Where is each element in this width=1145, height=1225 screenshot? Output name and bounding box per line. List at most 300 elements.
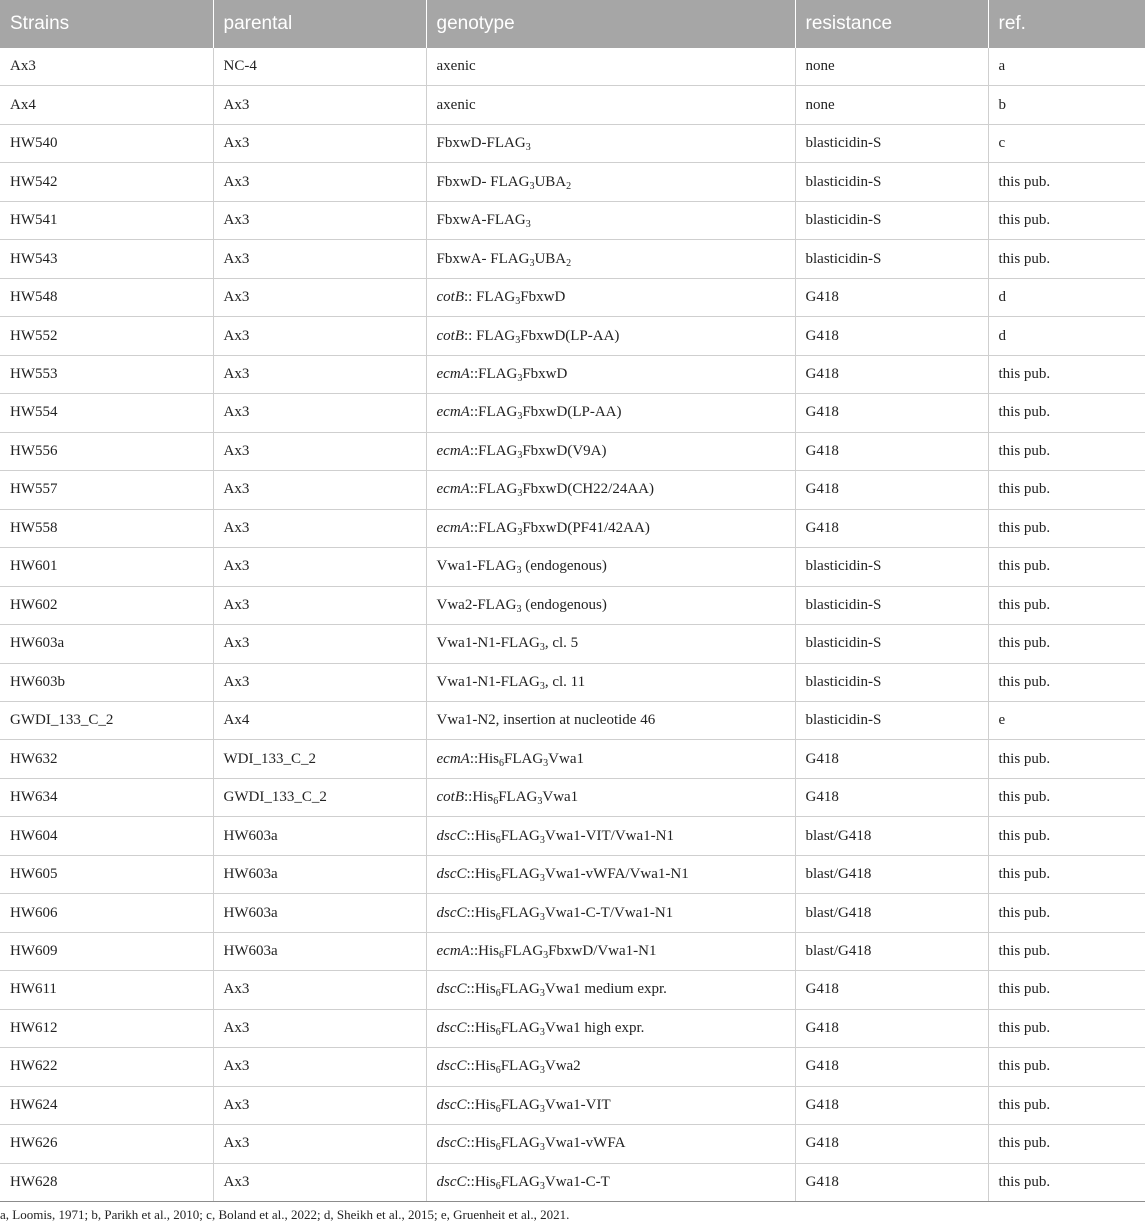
cell-resistance: blasticidin-S <box>795 240 988 278</box>
genotype-subscript: 3 <box>539 680 545 692</box>
cell-strain: HW606 <box>0 894 213 932</box>
cell-ref: c <box>988 124 1145 162</box>
table-row <box>0 778 1145 816</box>
cell-resistance: blasticidin-S <box>795 124 988 162</box>
cell-genotype <box>426 663 795 701</box>
genotype-subscript: 3 <box>539 642 545 654</box>
cell-parental: Ax3 <box>213 625 426 663</box>
cell-strain: HW604 <box>0 817 213 855</box>
header-strains: Strains <box>0 0 213 48</box>
genotype-text: ::His <box>466 1096 496 1113</box>
cell-genotype <box>426 86 795 124</box>
cell-parental: Ax3 <box>213 1163 426 1201</box>
cell-parental: Ax3 <box>213 586 426 624</box>
cell-genotype <box>426 971 795 1009</box>
genotype-subscript: 3 <box>525 219 531 231</box>
cell-strain: HW603a <box>0 625 213 663</box>
genotype-subscript: 3 <box>539 1103 545 1115</box>
genotype-subscript: 6 <box>495 1026 501 1038</box>
cell-resistance: blasticidin-S <box>795 625 988 663</box>
genotype-text: ::His <box>466 1019 496 1036</box>
cell-ref: this pub. <box>988 663 1145 701</box>
genotype-subscript: 6 <box>495 873 501 885</box>
table-row <box>0 1048 1145 1086</box>
genotype-text: Vwa2 <box>544 1058 581 1075</box>
cell-parental: Ax3 <box>213 509 426 547</box>
cell-resistance: G418 <box>795 278 988 316</box>
cell-parental: Ax3 <box>213 394 426 432</box>
cell-parental: Ax3 <box>213 355 426 393</box>
genotype-text: Vwa1-vWFA <box>544 1135 626 1152</box>
genotype-subscript: 3 <box>517 526 523 538</box>
cell-genotype <box>426 509 795 547</box>
cell-ref: this pub. <box>988 163 1145 201</box>
cell-strain: HW602 <box>0 586 213 624</box>
cell-genotype <box>426 1048 795 1086</box>
genotype-text: ::His <box>466 1135 496 1152</box>
genotype-text: Vwa1-VIT <box>544 1096 611 1113</box>
table-row <box>0 240 1145 278</box>
cell-genotype <box>426 1125 795 1163</box>
genotype-text: Vwa1-C-T <box>544 1173 610 1190</box>
cell-strain: HW552 <box>0 317 213 355</box>
genotype-text: FbxwD-FLAG <box>436 135 526 152</box>
genotype-text: Vwa2-FLAG <box>436 596 517 613</box>
genotype-text: FbxwD- FLAG <box>436 173 530 190</box>
cell-genotype <box>426 1009 795 1047</box>
genotype-text: ::FLAG <box>469 442 518 459</box>
cell-ref: this pub. <box>988 586 1145 624</box>
cell-ref: d <box>988 278 1145 316</box>
cell-genotype <box>426 778 795 816</box>
genotype-text: FLAG <box>500 1019 540 1036</box>
cell-parental: HW603a <box>213 932 426 970</box>
genotype-subscript: 3 <box>515 334 521 346</box>
genotype-text: ::His <box>469 943 499 960</box>
genotype-subscript: 3 <box>543 757 549 769</box>
cell-resistance: G418 <box>795 1048 988 1086</box>
cell-genotype <box>426 740 795 778</box>
cell-parental: HW603a <box>213 817 426 855</box>
cell-resistance: blast/G418 <box>795 855 988 893</box>
cell-genotype <box>426 355 795 393</box>
table-row <box>0 663 1145 701</box>
table-row <box>0 201 1145 239</box>
genotype-text: Vwa1 high expr. <box>544 1019 645 1036</box>
cell-strain: HW601 <box>0 548 213 586</box>
genotype-text: FLAG <box>500 1135 540 1152</box>
cell-parental: Ax3 <box>213 971 426 1009</box>
genotype-gene-name: ecmA <box>436 750 470 767</box>
table-row <box>0 1009 1145 1047</box>
cell-genotype <box>426 894 795 932</box>
cell-parental: Ax3 <box>213 471 426 509</box>
cell-parental: Ax3 <box>213 86 426 124</box>
genotype-subscript: 6 <box>495 988 501 1000</box>
genotype-text: FLAG <box>500 981 540 998</box>
cell-strain: Ax4 <box>0 86 213 124</box>
genotype-text: ::His <box>466 827 496 844</box>
genotype-text: FLAG <box>500 1058 540 1075</box>
cell-ref: this pub. <box>988 778 1145 816</box>
genotype-text: ::His <box>466 1173 496 1190</box>
genotype-subscript: 6 <box>495 1103 501 1115</box>
cell-genotype <box>426 548 795 586</box>
genotype-text: FbxwD <box>522 365 568 382</box>
genotype-subscript: 3 <box>529 180 535 192</box>
cell-genotype <box>426 1086 795 1124</box>
table-row <box>0 1125 1145 1163</box>
genotype-text: FLAG <box>504 943 544 960</box>
genotype-subscript: 3 <box>539 1142 545 1154</box>
genotype-gene-name: dscC <box>436 1173 467 1190</box>
genotype-subscript: 3 <box>539 1026 545 1038</box>
genotype-subscript: 3 <box>517 488 523 500</box>
genotype-gene-name: dscC <box>436 1096 467 1113</box>
cell-strain: HW624 <box>0 1086 213 1124</box>
cell-parental: Ax3 <box>213 548 426 586</box>
cell-ref: b <box>988 86 1145 124</box>
table-row <box>0 317 1145 355</box>
genotype-text: FLAG <box>498 789 538 806</box>
genotype-text: FbxwD(LP-AA) <box>520 327 620 344</box>
cell-resistance: G418 <box>795 432 988 470</box>
genotype-text: :: FLAG <box>464 327 516 344</box>
genotype-subscript: 2 <box>566 180 572 192</box>
table-row <box>0 124 1145 162</box>
table-row <box>0 471 1145 509</box>
table-row <box>0 548 1145 586</box>
genotype-subscript: 3 <box>537 796 543 808</box>
cell-parental: Ax3 <box>213 1009 426 1047</box>
cell-parental: Ax3 <box>213 278 426 316</box>
genotype-text: Vwa1-C-T/Vwa1-N1 <box>544 904 674 921</box>
cell-resistance: blasticidin-S <box>795 663 988 701</box>
table-row <box>0 509 1145 547</box>
cell-resistance: G418 <box>795 1163 988 1201</box>
cell-parental: Ax3 <box>213 1125 426 1163</box>
table-row <box>0 855 1145 893</box>
genotype-text: Vwa1-N1-FLAG <box>436 635 540 652</box>
cell-ref: this pub. <box>988 1125 1145 1163</box>
genotype-text: FLAG <box>500 1173 540 1190</box>
genotype-subscript: 2 <box>566 257 572 269</box>
genotype-text: FLAG <box>500 866 540 883</box>
genotype-text: Vwa1-N2, insertion at nucleotide 46 <box>436 712 656 729</box>
genotype-subscript: 6 <box>495 1142 501 1154</box>
genotype-gene-name: dscC <box>436 981 467 998</box>
cell-ref: this pub. <box>988 855 1145 893</box>
cell-ref: this pub. <box>988 1009 1145 1047</box>
cell-ref: this pub. <box>988 548 1145 586</box>
table-row <box>0 586 1145 624</box>
genotype-text: Vwa1 <box>548 750 584 767</box>
table-row <box>0 86 1145 124</box>
cell-strain: HW634 <box>0 778 213 816</box>
cell-ref: this pub. <box>988 355 1145 393</box>
cell-resistance: G418 <box>795 740 988 778</box>
genotype-subscript: 3 <box>529 257 535 269</box>
cell-genotype <box>426 394 795 432</box>
cell-strain: HW543 <box>0 240 213 278</box>
genotype-subscript: 3 <box>517 449 523 461</box>
genotype-subscript: 6 <box>493 796 499 808</box>
cell-resistance: G418 <box>795 355 988 393</box>
genotype-text: , cl. 5 <box>544 635 579 652</box>
genotype-text: axenic <box>436 96 476 113</box>
genotype-text: ::FLAG <box>469 519 518 536</box>
cell-genotype <box>426 317 795 355</box>
genotype-text: Vwa1-N1-FLAG <box>436 673 540 690</box>
genotype-text: UBA <box>534 250 567 267</box>
genotype-gene-name: cotB <box>436 327 464 344</box>
table-row <box>0 971 1145 1009</box>
cell-resistance: blasticidin-S <box>795 586 988 624</box>
header-ref: ref. <box>988 0 1145 48</box>
genotype-subscript: 6 <box>499 757 504 769</box>
table-row <box>0 48 1145 86</box>
cell-genotype <box>426 1163 795 1201</box>
genotype-text: FbxwA-FLAG <box>436 212 526 229</box>
cell-resistance: none <box>795 48 988 86</box>
genotype-text: FbxwD(LP-AA) <box>522 404 622 421</box>
genotype-text: , cl. 11 <box>544 673 586 690</box>
genotype-text: ::FLAG <box>469 404 518 421</box>
cell-ref: d <box>988 317 1145 355</box>
cell-parental: Ax3 <box>213 663 426 701</box>
cell-strain: HW609 <box>0 932 213 970</box>
cell-resistance: G418 <box>795 1009 988 1047</box>
genotype-text: FbxwD(PF41/42AA) <box>522 519 650 536</box>
cell-strain: HW626 <box>0 1125 213 1163</box>
genotype-subscript: 6 <box>499 950 504 962</box>
genotype-subscript: 3 <box>517 372 523 384</box>
genotype-text: Vwa1 medium expr. <box>544 981 667 998</box>
genotype-gene-name: ecmA <box>436 519 470 536</box>
genotype-subscript: 3 <box>516 603 522 615</box>
genotype-gene-name: dscC <box>436 827 467 844</box>
genotype-text: FbxwD(V9A) <box>522 442 607 459</box>
table-row <box>0 701 1145 739</box>
genotype-text: FLAG <box>500 1096 540 1113</box>
cell-ref: a <box>988 48 1145 86</box>
cell-parental: HW603a <box>213 855 426 893</box>
cell-resistance: none <box>795 86 988 124</box>
genotype-gene-name: ecmA <box>436 404 470 421</box>
cell-strain: HW542 <box>0 163 213 201</box>
cell-strain: HW611 <box>0 971 213 1009</box>
cell-strain: HW605 <box>0 855 213 893</box>
genotype-text: FbxwD/Vwa1-N1 <box>548 943 657 960</box>
cell-ref: this pub. <box>988 201 1145 239</box>
cell-strain: Ax3 <box>0 48 213 86</box>
cell-ref: this pub. <box>988 1163 1145 1201</box>
table-row <box>0 817 1145 855</box>
genotype-text: (endogenous) <box>521 596 607 613</box>
genotype-subscript: 3 <box>539 873 545 885</box>
cell-parental: Ax3 <box>213 201 426 239</box>
genotype-gene-name: dscC <box>436 1058 467 1075</box>
genotype-subscript: 6 <box>495 834 501 846</box>
genotype-text: ::His <box>464 789 494 806</box>
table-header-row <box>0 0 1145 48</box>
cell-genotype <box>426 932 795 970</box>
cell-ref: this pub. <box>988 1086 1145 1124</box>
genotype-subscript: 3 <box>539 1065 545 1077</box>
cell-genotype <box>426 817 795 855</box>
header-parental: parental <box>213 0 426 48</box>
genotype-text: ::His <box>466 981 496 998</box>
cell-genotype <box>426 625 795 663</box>
genotype-text: :: FLAG <box>464 289 516 306</box>
genotype-subscript: 3 <box>539 1180 545 1192</box>
genotype-text: ::His <box>469 750 499 767</box>
cell-parental: NC-4 <box>213 48 426 86</box>
genotype-text: UBA <box>534 173 567 190</box>
cell-parental: Ax3 <box>213 432 426 470</box>
genotype-text: FLAG <box>504 750 544 767</box>
genotype-subscript: 3 <box>515 296 521 308</box>
cell-ref: this pub. <box>988 471 1145 509</box>
header-resistance: resistance <box>795 0 988 48</box>
cell-resistance: G418 <box>795 778 988 816</box>
cell-genotype <box>426 586 795 624</box>
genotype-text: FLAG <box>500 904 540 921</box>
cell-genotype <box>426 701 795 739</box>
genotype-subscript: 3 <box>539 988 545 1000</box>
cell-genotype <box>426 163 795 201</box>
genotype-text: ::His <box>466 1058 496 1075</box>
table-row <box>0 1086 1145 1124</box>
genotype-gene-name: cotB <box>436 789 464 806</box>
cell-strain: HW553 <box>0 355 213 393</box>
table-footnote: a, Loomis, 1971; b, Parikh et al., 2010; c, Boland et al., 2022; d, Sheikh et al., 2015; e, Gruenheit et al., 2021. <box>0 1207 570 1222</box>
cell-resistance: G418 <box>795 317 988 355</box>
table-body <box>0 48 1145 1202</box>
cell-resistance: blast/G418 <box>795 932 988 970</box>
cell-ref: this pub. <box>988 894 1145 932</box>
cell-strain: HW554 <box>0 394 213 432</box>
cell-parental: GWDI_133_C_2 <box>213 778 426 816</box>
cell-parental: Ax3 <box>213 163 426 201</box>
genotype-subscript: 3 <box>516 565 522 577</box>
cell-parental: Ax3 <box>213 240 426 278</box>
cell-genotype <box>426 471 795 509</box>
cell-resistance: blasticidin-S <box>795 201 988 239</box>
cell-strain: HW603b <box>0 663 213 701</box>
cell-strain: HW556 <box>0 432 213 470</box>
cell-genotype <box>426 432 795 470</box>
genotype-subscript: 6 <box>495 1180 501 1192</box>
cell-ref: this pub. <box>988 817 1145 855</box>
header-genotype: genotype <box>426 0 795 48</box>
cell-resistance: G418 <box>795 471 988 509</box>
cell-ref: this pub. <box>988 971 1145 1009</box>
genotype-subscript: 3 <box>543 950 549 962</box>
genotype-text: Vwa1 <box>542 789 579 806</box>
cell-strain: HW548 <box>0 278 213 316</box>
cell-genotype <box>426 201 795 239</box>
genotype-gene-name: ecmA <box>436 481 470 498</box>
cell-genotype <box>426 278 795 316</box>
genotype-gene-name: cotB <box>436 289 464 306</box>
table-row <box>0 355 1145 393</box>
genotype-text: ::FLAG <box>469 481 518 498</box>
cell-resistance: G418 <box>795 971 988 1009</box>
cell-parental: Ax3 <box>213 1086 426 1124</box>
cell-resistance: G418 <box>795 1125 988 1163</box>
cell-genotype <box>426 855 795 893</box>
genotype-subscript: 3 <box>525 142 531 154</box>
genotype-text: ::His <box>466 866 496 883</box>
cell-resistance: blasticidin-S <box>795 701 988 739</box>
genotype-text: Vwa1-FLAG <box>436 558 517 575</box>
cell-ref: this pub. <box>988 432 1145 470</box>
cell-strain: HW632 <box>0 740 213 778</box>
cell-parental: WDI_133_C_2 <box>213 740 426 778</box>
cell-strain: GWDI_133_C_2 <box>0 701 213 739</box>
table-row <box>0 163 1145 201</box>
cell-resistance: G418 <box>795 1086 988 1124</box>
genotype-text: FbxwA- FLAG <box>436 250 530 267</box>
cell-genotype <box>426 240 795 278</box>
genotype-gene-name: dscC <box>436 1019 467 1036</box>
cell-ref: e <box>988 701 1145 739</box>
table-row <box>0 894 1145 932</box>
cell-parental: Ax4 <box>213 701 426 739</box>
genotype-text: (endogenous) <box>521 558 607 575</box>
cell-strain: HW628 <box>0 1163 213 1201</box>
cell-parental: Ax3 <box>213 317 426 355</box>
genotype-text: Vwa1-vWFA/Vwa1-N1 <box>544 866 689 883</box>
cell-ref: this pub. <box>988 394 1145 432</box>
cell-resistance: blast/G418 <box>795 817 988 855</box>
genotype-text: axenic <box>436 58 476 75</box>
genotype-gene-name: dscC <box>436 1135 467 1152</box>
cell-resistance: G418 <box>795 509 988 547</box>
genotype-subscript: 3 <box>517 411 523 423</box>
cell-strain: HW612 <box>0 1009 213 1047</box>
table-row <box>0 394 1145 432</box>
genotype-gene-name: ecmA <box>436 442 470 459</box>
cell-strain: HW541 <box>0 201 213 239</box>
cell-genotype <box>426 124 795 162</box>
table-row <box>0 432 1145 470</box>
cell-ref: this pub. <box>988 509 1145 547</box>
genotype-subscript: 6 <box>495 911 501 923</box>
cell-strain: HW540 <box>0 124 213 162</box>
genotype-gene-name: ecmA <box>436 365 470 382</box>
cell-parental: Ax3 <box>213 1048 426 1086</box>
genotype-text: ::FLAG <box>469 365 518 382</box>
table-row <box>0 278 1145 316</box>
genotype-text: ::His <box>466 904 496 921</box>
cell-ref: this pub. <box>988 1048 1145 1086</box>
cell-strain: HW557 <box>0 471 213 509</box>
genotype-text: FbxwD <box>520 289 566 306</box>
cell-parental: Ax3 <box>213 124 426 162</box>
table-row <box>0 1163 1145 1201</box>
cell-resistance: G418 <box>795 394 988 432</box>
cell-genotype <box>426 48 795 86</box>
cell-resistance: blasticidin-S <box>795 163 988 201</box>
table-row <box>0 932 1145 970</box>
cell-parental: HW603a <box>213 894 426 932</box>
table-row <box>0 740 1145 778</box>
genotype-gene-name: dscC <box>436 904 467 921</box>
genotype-text: FbxwD(CH22/24AA) <box>522 481 654 498</box>
cell-resistance: blast/G418 <box>795 894 988 932</box>
